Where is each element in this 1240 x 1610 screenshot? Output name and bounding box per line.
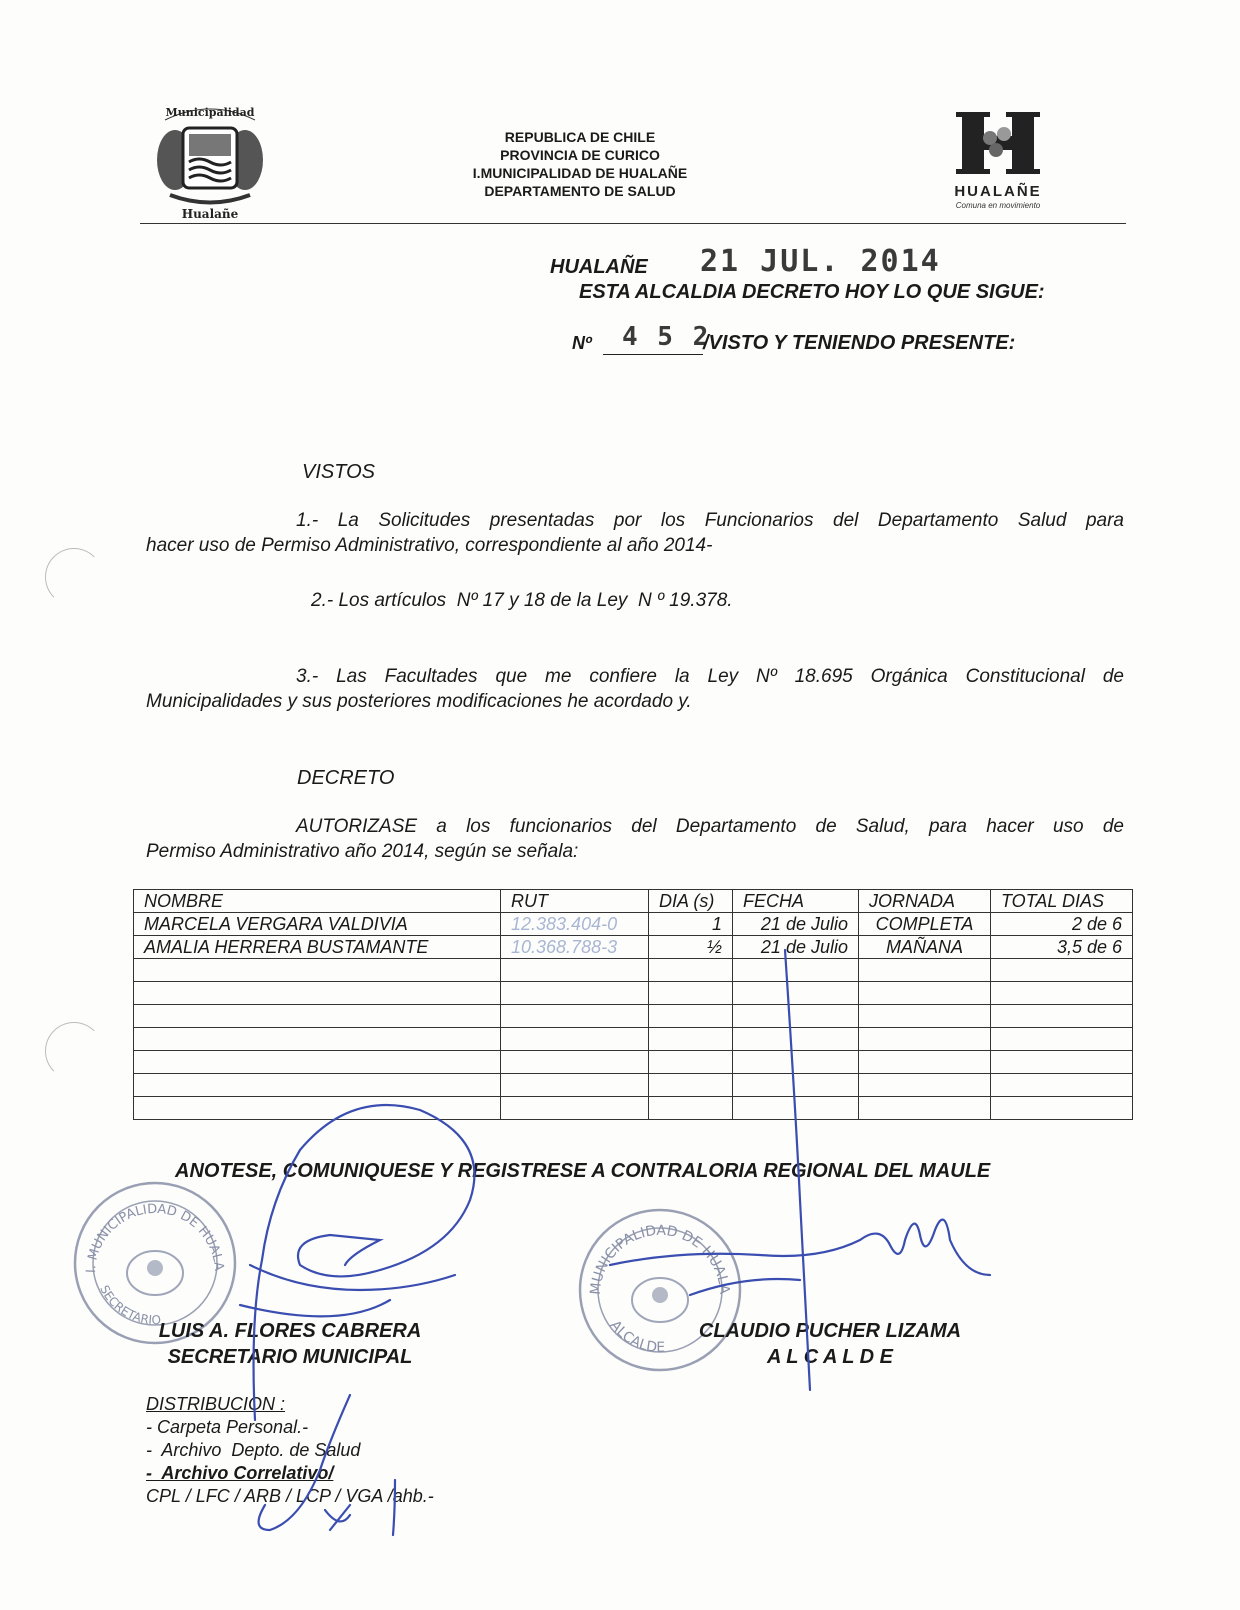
vistos-item-3-line-b: Municipalidades y sus posteriores modificaciones he acordado y. xyxy=(146,691,692,712)
punch-hole-mark xyxy=(45,1022,103,1080)
distribution-initials: CPL / LFC / ARB / LCP / VGA /ahb.- xyxy=(146,1486,434,1506)
decree-line: ESTA ALCALDIA DECRETO HOY LO QUE SIGUE: xyxy=(579,281,1045,303)
decreto-text-line-a: AUTORIZASE a los funcionarios del Departamento de Salud, para hacer uso de xyxy=(296,816,1124,837)
table-header-row xyxy=(134,890,1133,913)
logo-name: HUALAÑE xyxy=(954,183,1042,200)
hualane-comuna-logo xyxy=(948,108,1048,212)
closing-statement: ANOTESE, COMUNIQUESE Y REGISTRESE A CONTRALORIA REGIONAL DEL MAULE xyxy=(175,1160,991,1182)
decree-number-suffix: /VISTO Y TENIENDO PRESENTE: xyxy=(703,332,1016,354)
vistos-item-2: 2.- Los artículos Nº 17 y 18 de la Ley N º 19.378. xyxy=(311,590,733,611)
distribution-block xyxy=(146,1393,434,1508)
mayor-signature-block xyxy=(680,1318,980,1370)
header-line: DEPARTAMENTO DE SALUD xyxy=(484,183,676,199)
svg-text:SECRETARIO: SECRETARIO xyxy=(97,1282,162,1328)
decree-number-underline xyxy=(603,354,703,355)
vistos-item-3 xyxy=(146,664,1124,714)
h-logo-mark-icon xyxy=(948,108,1048,178)
mayor-name: CLAUDIO PUCHER LIZAMA xyxy=(698,1320,962,1342)
distribution-item: - Carpeta Personal.- xyxy=(146,1417,309,1437)
svg-text:ALCALDE: ALCALDE xyxy=(606,1317,666,1356)
table-row-empty xyxy=(134,959,1133,982)
col-header-dias: DIA (s) xyxy=(649,890,733,913)
distribution-item: - Archivo Correlativo/ xyxy=(146,1463,334,1483)
col-header-nombre: NOMBRE xyxy=(134,890,501,913)
cell-jornada: MAÑANA xyxy=(859,936,991,959)
decree-place: HUALAÑE xyxy=(550,256,648,278)
table-row xyxy=(134,913,1133,936)
cell-nombre: MARCELA VERGARA VALDIVIA xyxy=(134,913,501,936)
header-institution-lines xyxy=(440,128,720,200)
date-stamp: 21 JUL. 2014 xyxy=(700,244,941,279)
cell-nombre: AMALIA HERRERA BUSTAMANTE xyxy=(134,936,501,959)
cell-rut: 12.383.404-0 xyxy=(501,913,649,936)
permit-table xyxy=(133,889,1133,1120)
svg-text:Municipalidad: Municipalidad xyxy=(165,106,255,119)
vistos-item-1 xyxy=(146,508,1124,558)
table-row-empty xyxy=(134,982,1133,1005)
logo-tagline: Comuna en movimiento xyxy=(955,201,1041,210)
cell-rut: 10.368.788-3 xyxy=(501,936,649,959)
cell-dias: 1 xyxy=(649,913,733,936)
decreto-heading: DECRETO xyxy=(297,767,395,789)
header-line: I.MUNICIPALIDAD DE HUALAÑE xyxy=(472,165,688,181)
decreto-text xyxy=(146,814,1124,864)
municipal-crest-logo xyxy=(145,100,275,225)
cell-dias: ½ xyxy=(649,936,733,959)
table-row-empty xyxy=(134,1097,1133,1120)
svg-text:MUNICIPALIDAD DE HUALAÑE: MUNICIPALIDAD DE HUALA xyxy=(587,1222,733,1296)
cell-total-dias: 3,5 de 6 xyxy=(991,936,1133,959)
table-row-empty xyxy=(134,1005,1133,1028)
header-line: REPUBLICA DE CHILE xyxy=(504,129,656,145)
secretary-name: LUIS A. FLORES CABRERA xyxy=(158,1320,422,1342)
vistos-heading: VISTOS xyxy=(302,461,375,483)
secretary-signature-block xyxy=(140,1318,440,1370)
cell-jornada: COMPLETA xyxy=(859,913,991,936)
col-header-fecha: FECHA xyxy=(733,890,859,913)
col-header-rut: RUT xyxy=(501,890,649,913)
distribution-heading: DISTRIBUCION : xyxy=(146,1394,286,1414)
punch-hole-mark xyxy=(45,548,103,606)
header-line: PROVINCIA DE CURICO xyxy=(500,147,660,163)
decree-number: 4 5 2 xyxy=(622,322,711,352)
svg-text:I. MUNICIPALIDAD DE HUALAÑE: I. MUNICIPALIDAD DE HUALA xyxy=(83,1201,227,1274)
vistos-item-1-line-a: 1.- La Solicitudes presentadas por los Funcionarios del Departamento Salud para xyxy=(296,510,1124,531)
secretary-title: SECRETARIO MUNICIPAL xyxy=(167,1346,413,1368)
col-header-total-dias: TOTAL DIAS xyxy=(991,890,1133,913)
vistos-item-3-line-a: 3.- Las Facultades que me confiere la Ley Nº 18.695 Orgánica Constitucional de xyxy=(296,666,1124,687)
vistos-item-1-line-b: hacer uso de Permiso Administrativo, correspondiente al año 2014- xyxy=(146,535,713,556)
distribution-item: - Archivo Depto. de Salud xyxy=(146,1440,361,1460)
table-row xyxy=(134,936,1133,959)
cell-fecha: 21 de Julio xyxy=(733,936,859,959)
mayor-title: A L C A L D E xyxy=(767,1346,893,1368)
decreto-text-line-b: Permiso Administrativo año 2014, según se señala: xyxy=(146,841,579,862)
header-divider xyxy=(140,223,1126,224)
table-row-empty xyxy=(134,1028,1133,1051)
table-row-empty xyxy=(134,1074,1133,1097)
table-row-empty xyxy=(134,1051,1133,1074)
col-header-jornada: JORNADA xyxy=(859,890,991,913)
cell-total-dias: 2 de 6 xyxy=(991,913,1133,936)
cell-fecha: 21 de Julio xyxy=(733,913,859,936)
svg-text:Hualañe: Hualañe xyxy=(181,207,239,221)
decree-number-prefix: Nº xyxy=(572,333,592,353)
